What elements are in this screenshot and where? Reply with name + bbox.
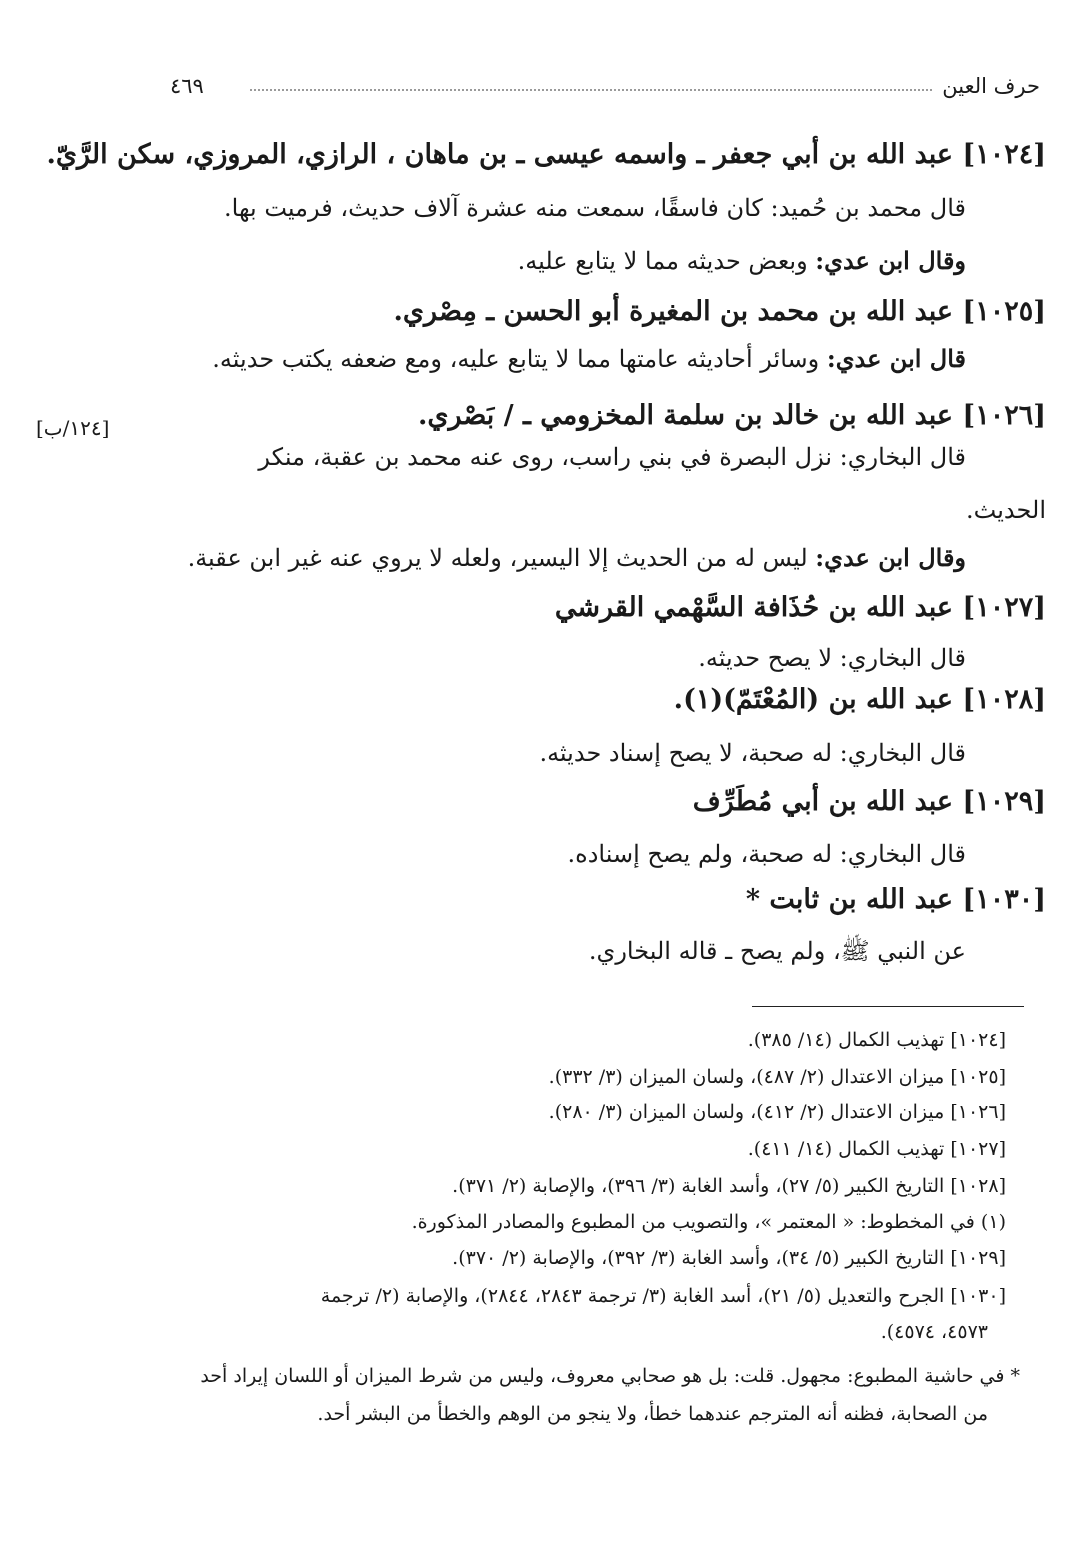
entry-1027-heading: [١٠٢٧] عبد الله بن حُذَافة السَّهْمي القرشي — [554, 592, 1046, 623]
footnote-1026: [١٠٢٦] ميزان الاعتدال (٢/ ٤١٢)، ولسان الميزان (٣/ ٢٨٠). — [548, 1101, 1006, 1123]
speaker-label: قال ابن عدي: — [826, 344, 966, 373]
entry-1026-text-2: الحديث. — [966, 496, 1046, 524]
page-number: ٤٦٩ — [170, 74, 204, 98]
footnote-star-line-1: * في حاشية المطبوع: مجهول. قلت: بل هو صحابي معروف، وليس من شرط الميزان أو اللسان إيراد أحد — [200, 1365, 1020, 1387]
entry-1028-text-1: قال البخاري: له صحبة، لا يصح إسناد حديثه. — [539, 739, 966, 767]
page-header — [170, 74, 1040, 106]
speaker-label: وقال ابن عدي: — [815, 246, 966, 275]
header-rule — [250, 89, 932, 91]
footnote-1027: [١٠٢٧] تهذيب الكمال (١٤/ ٤١١). — [747, 1138, 1006, 1160]
entry-1025-heading: [١٠٢٥] عبد الله بن محمد بن المغيرة أبو الحسن ـ مِصْري. — [393, 296, 1046, 327]
quote-text: ليس له من الحديث إلا اليسير، ولعله لا يروي عنه غير ابن عقبة. — [187, 544, 816, 572]
entry-1024-heading: [١٠٢٤] عبد الله بن أبي جعفر ـ واسمه عيسى ـ بن ماهان ، الرازي، المروزي، سكن الرَّيّ. — [46, 139, 1046, 170]
footnote-1030-line-1: [١٠٣٠] الجرح والتعديل (٥/ ٢١)، أسد الغابة (٣/ ترجمة ٢٨٤٣، ٢٨٤٤)، والإصابة (٢/ ترجمة — [320, 1285, 1006, 1307]
entry-1029-heading: [١٠٢٩] عبد الله بن أبي مُطَرِّف — [692, 786, 1046, 817]
footnote-1024: [١٠٢٤] تهذيب الكمال (١٤/ ٣٨٥). — [747, 1029, 1006, 1051]
entry-1024-text-1: قال محمد بن حُميد: كان فاسقًا، سمعت منه عشرة آلاف حديث، فرميت بها. — [224, 194, 966, 222]
entry-1027-text-1: قال البخاري: لا يصح حديثه. — [698, 644, 966, 672]
entry-1026-text-1: قال البخاري: نزل البصرة في بني راسب، روى عنه محمد بن عقبة، منكر — [258, 443, 966, 471]
quote-text: وبعض حديثه مما لا يتابع عليه. — [517, 247, 816, 275]
speaker-label: وقال ابن عدي: — [815, 543, 966, 572]
chapter-title: حرف العين — [942, 74, 1040, 98]
entry-1026-text-3 — [140, 543, 966, 572]
entry-1026-heading: [١٠٢٦] عبد الله بن خالد بن سلمة المخزومي ـ / بَصْري. — [417, 400, 1046, 431]
entry-1024-text-2 — [140, 246, 966, 275]
footnote-1029: [١٠٢٩] التاريخ الكبير (٥/ ٣٤)، وأسد الغابة (٣/ ٣٩٢)، والإصابة (٢/ ٣٧٠). — [452, 1247, 1006, 1269]
footnote-1030-line-2: ٤٥٧٣، ٤٥٧٤). — [880, 1321, 988, 1343]
footnote-star-line-2: من الصحابة، فظنه أنه المترجم عندهما خطأ، ولا ينجو من الوهم والخطأ من البشر أحد. — [317, 1403, 988, 1425]
entry-1030-text-1: عن النبي ﷺ، ولم يصح ـ قاله البخاري. — [588, 937, 966, 965]
footnote-1028: [١٠٢٨] التاريخ الكبير (٥/ ٢٧)، وأسد الغابة (٣/ ٣٩٦)، والإصابة (٢/ ٣٧١). — [452, 1175, 1006, 1197]
footnote-1025: [١٠٢٥] ميزان الاعتدال (٢/ ٤٨٧)، ولسان الميزان (٣/ ٣٣٢). — [548, 1066, 1006, 1088]
entry-1025-text-1 — [140, 344, 966, 373]
entry-1028-heading: [١٠٢٨] عبد الله بن (المُعْتَمّ)(١). — [673, 684, 1046, 715]
footnote-separator — [752, 1006, 1024, 1007]
margin-folio-note: [١٢٤/ب] — [36, 416, 110, 440]
footnote-note-1: (١) في المخطوط: « المعتمر »، والتصويب من المطبوع والمصادر المذكورة. — [411, 1211, 1006, 1233]
quote-text: وسائر أحاديثه عامتها مما لا يتابع عليه، ومع ضعفه يكتب حديثه. — [212, 345, 827, 373]
entry-1029-text-1: قال البخاري: له صحبة، ولم يصح إسناده. — [567, 840, 966, 868]
entry-1030-heading: [١٠٣٠] عبد الله بن ثابت * — [745, 884, 1046, 915]
